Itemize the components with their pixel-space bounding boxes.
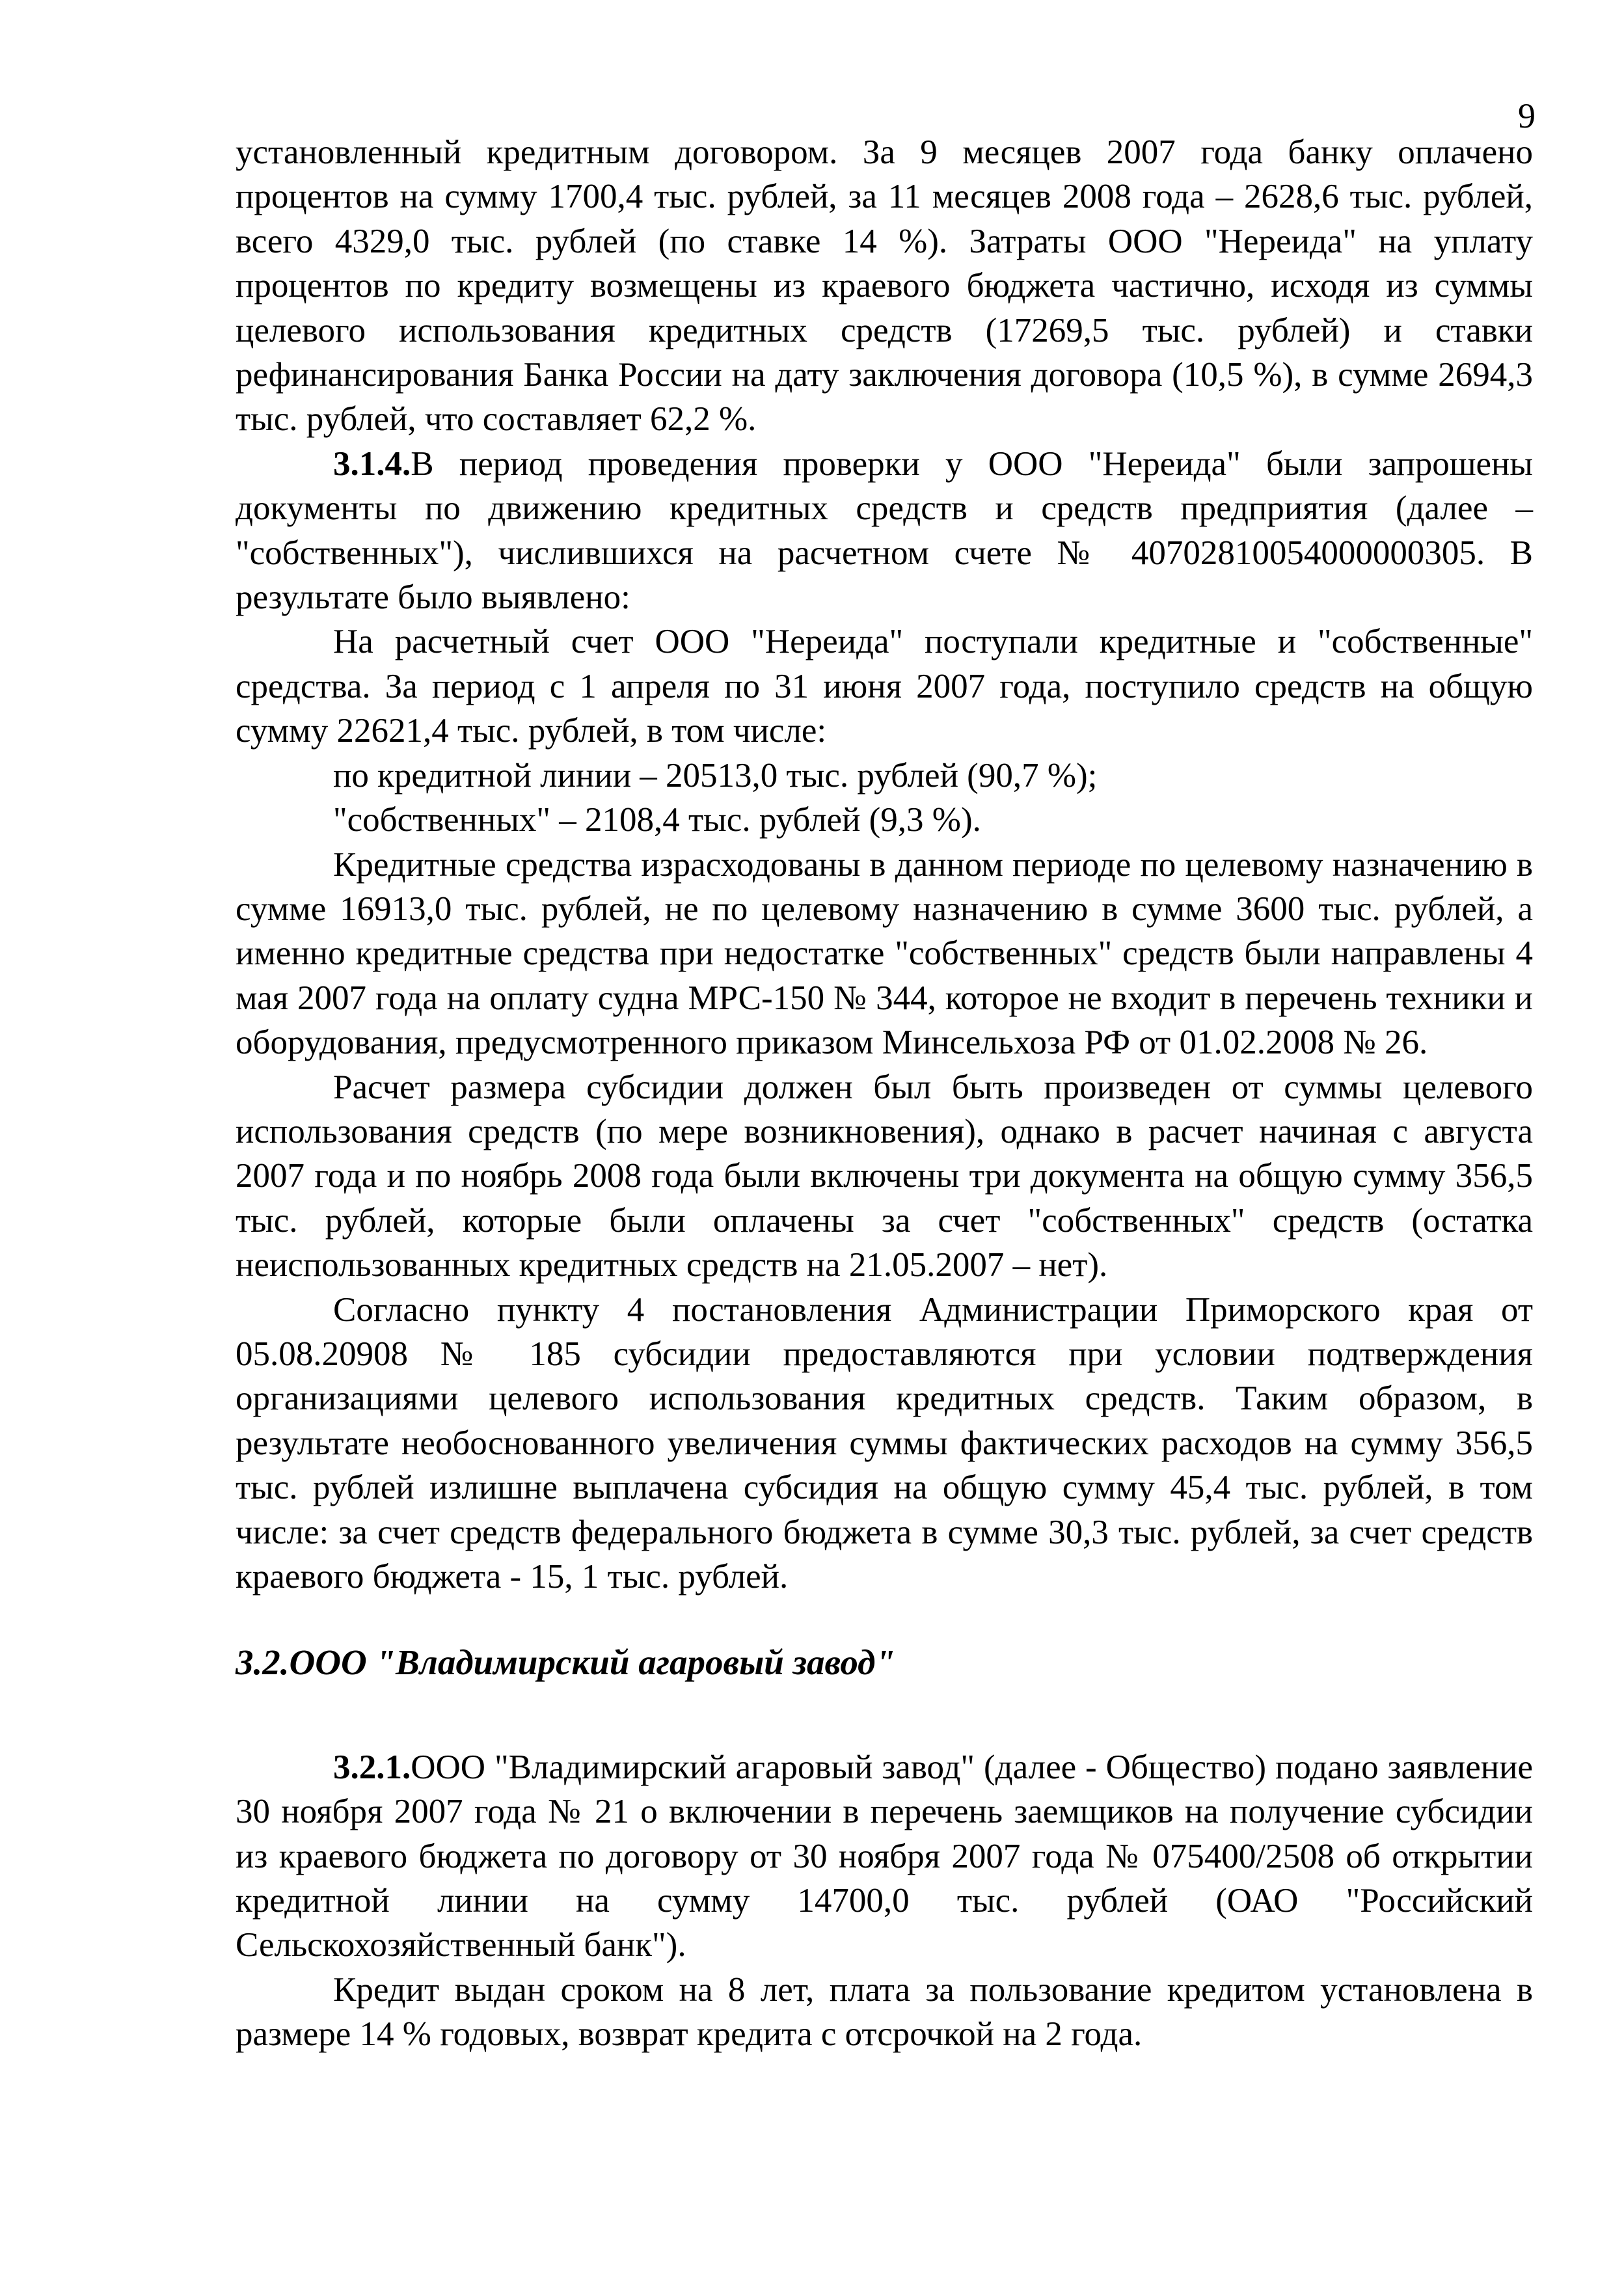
clause-text: В период проведения проверки у ООО "Нереида" были запрошены документы по движению кредитных средств и средств предприятия (далее – "собственных"), числившихся на расчетном счете № 40702810054000000305. В результате было выявлено: <box>236 444 1533 617</box>
paragraph-3-1-4 <box>236 442 1533 620</box>
paragraph-subsidy-calculation: Расчет размера субсидии должен был быть произведен от суммы целевого использования средств (по мере возникновения), однако в расчет начиная с августа 2007 года и по ноябрь 2008 года были включены три документа на общую сумму 356,5 тыс. рублей, которые были оплачены за счет "собственных" средств (остатка неиспользованных кредитных средств на 21.05.2007 – нет). <box>236 1068 1533 1284</box>
section-heading-3-2: 3.2.ООО "Владимирский агаровый завод" <box>236 1642 895 1683</box>
paragraph-3-2-1 <box>236 1745 1533 1968</box>
paragraph-credit-spending: Кредитные средства израсходованы в данном периоде по целевому назначению в сумме 16913,0 тыс. рублей, не по целевому назначению в сумме 3600 тыс. рублей, а именно кредитные средства при недостатке "собственных" средств были направлены 4 мая 2007 года на оплату судна МРС-150 № 344, которое не входит в перечень техники и оборудования, предусмотренного приказом Минсельхоза РФ от 01.02.2008 № 26. <box>236 845 1533 1062</box>
list-item-own-funds: "собственных" – 2108,4 тыс. рублей (9,3 %). <box>333 801 981 839</box>
paragraph-loan-terms: Кредит выдан сроком на 8 лет, плата за пользование кредитом установлена в размере 14 % годовых, возврат кредита с отсрочкой на 2 года. <box>236 1970 1533 2054</box>
page-number: 9 <box>1518 96 1536 135</box>
clause-text: ООО "Владимирский агаровый завод" (далее - Общество) подано заявление 30 ноября 2007 года № 21 о включении в перечень заемщиков на получение субсидии из краевого бюджета по договору от 30 ноября 2007 года № 075400/2508 об открытии кредитной линии на сумму 14700,0 тыс. рублей (ОАО "Российский Сельскохозяйственный банк"). <box>236 1748 1533 1964</box>
paragraph-account-receipts: На расчетный счет ООО "Нереида" поступали кредитные и "собственные" средства. За период с 1 апреля по 31 июня 2007 года, поступило средств на общую сумму 22621,4 тыс. рублей, в том числе: <box>236 623 1533 750</box>
paragraph-interest-payments: установленный кредитным договором. За 9 месяцев 2007 года банку оплачено процентов на сумму 1700,4 тыс. рублей, за 11 месяцев 2008 года – 2628,6 тыс. рублей, всего 4329,0 тыс. рублей (по ставке 14 %). Затраты ООО "Нереида" на уплату процентов по кредиту возмещены из краевого бюджета частично, исходя из суммы целевого использования кредитных средств (17269,5 тыс. рублей) и ставки рефинансирования Банка России на дату заключения договора (10,5 %), в сумме 2694,3 тыс. рублей, что составляет 62,2 %. <box>236 133 1533 439</box>
document-body <box>236 130 1533 2057</box>
clause-number: 3.2.1. <box>333 1748 411 1786</box>
list-item-credit-line: по кредитной линии – 20513,0 тыс. рублей (90,7 %); <box>333 756 1098 795</box>
clause-number: 3.1.4. <box>333 444 411 483</box>
paragraph-regulation-reference: Согласно пункту 4 постановления Администрации Приморского края от 05.08.20908 № 185 субсидии предоставляются при условии подтверждения организациями целевого использования кредитных средств. Таким образом, в результате необоснованного увеличения суммы фактических расходов на сумму 356,5 тыс. рублей излишне выплачена субсидия на общую сумму 45,4 тыс. рублей, в том числе: за счет средств федерального бюджета в сумме 30,3 тыс. рублей, за счет средств краевого бюджета - 15, 1 тыс. рублей. <box>236 1290 1533 1596</box>
